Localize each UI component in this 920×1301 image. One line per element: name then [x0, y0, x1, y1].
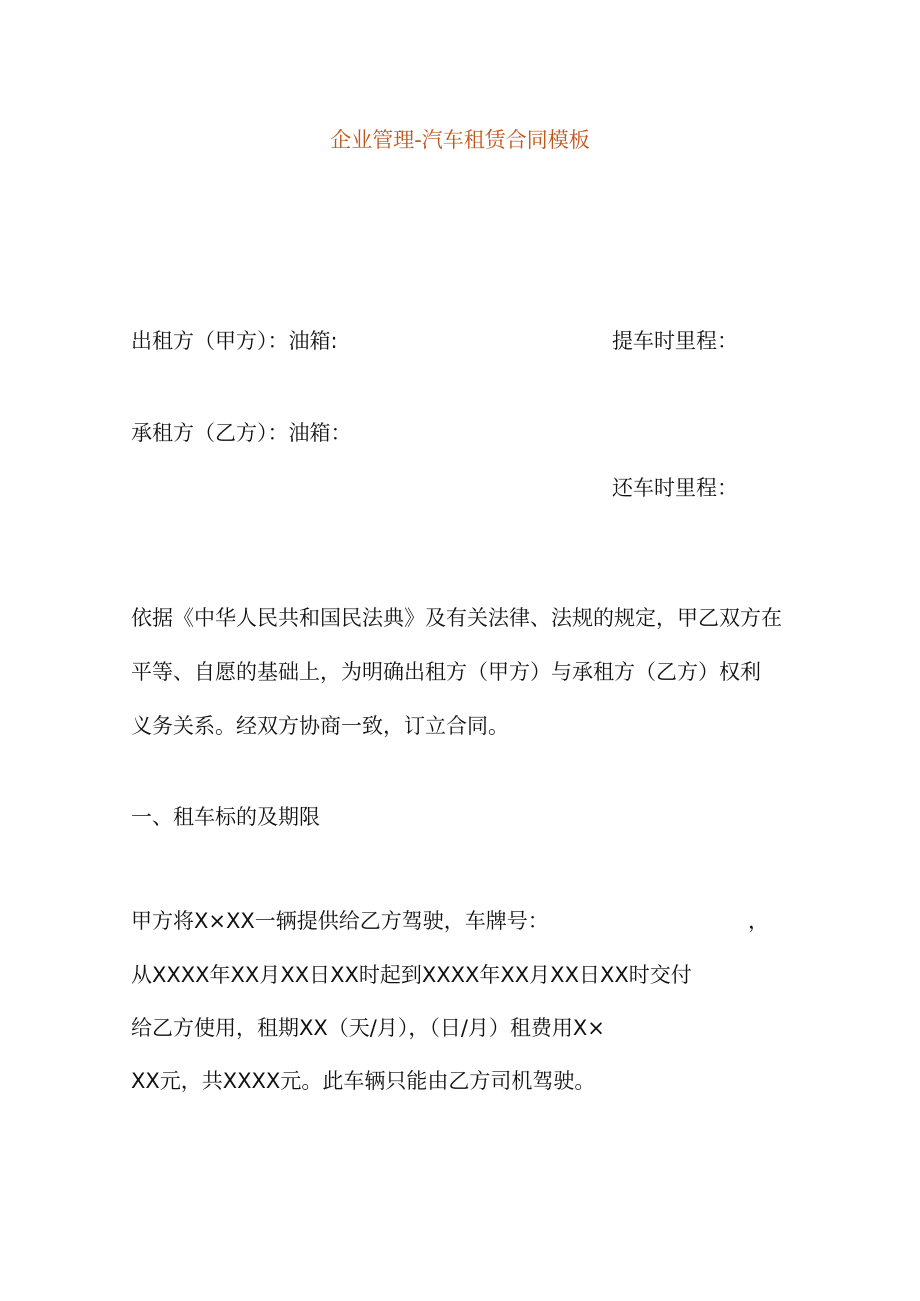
lessee-fuel-label: 承租方（乙方）：油箱： — [131, 421, 352, 445]
intro-line: 平等、自愿的基础上，为明确出租方（甲方）与承租方（乙方）权利 — [131, 660, 761, 684]
section-line: 从XXXX年XX月XX日XX时起到XXXX年XX月XX日XX时交付 — [131, 963, 692, 987]
section-line-comma: ， — [748, 909, 769, 933]
section-line: 给乙方使用，租期XX（天/月），（日/月）租费用X× — [131, 1016, 605, 1040]
section-line: XX元，共XXXX元。此车辆只能由乙方司机驾驶。 — [131, 1069, 596, 1093]
intro-line: 义务关系。经双方协商一致，订立合同。 — [131, 714, 509, 738]
return-mileage-label: 还车时里程： — [612, 476, 738, 500]
document-title: 企业管理-汽车租赁合同模板 — [330, 128, 590, 152]
intro-line: 依据《中华人民共和国民法典》及有关法律、法规的规定，甲乙双方在 — [131, 606, 782, 630]
section-line: 甲方将X×XX一辆提供给乙方驾驶，车牌号： — [131, 909, 549, 933]
intro-paragraph — [131, 603, 801, 765]
lessor-fuel-label: 出租方（甲方）：油箱: — [131, 329, 338, 353]
section-heading: 一、租车标的及期限 — [131, 805, 320, 829]
pickup-mileage-label: 提车时里程： — [612, 329, 738, 353]
